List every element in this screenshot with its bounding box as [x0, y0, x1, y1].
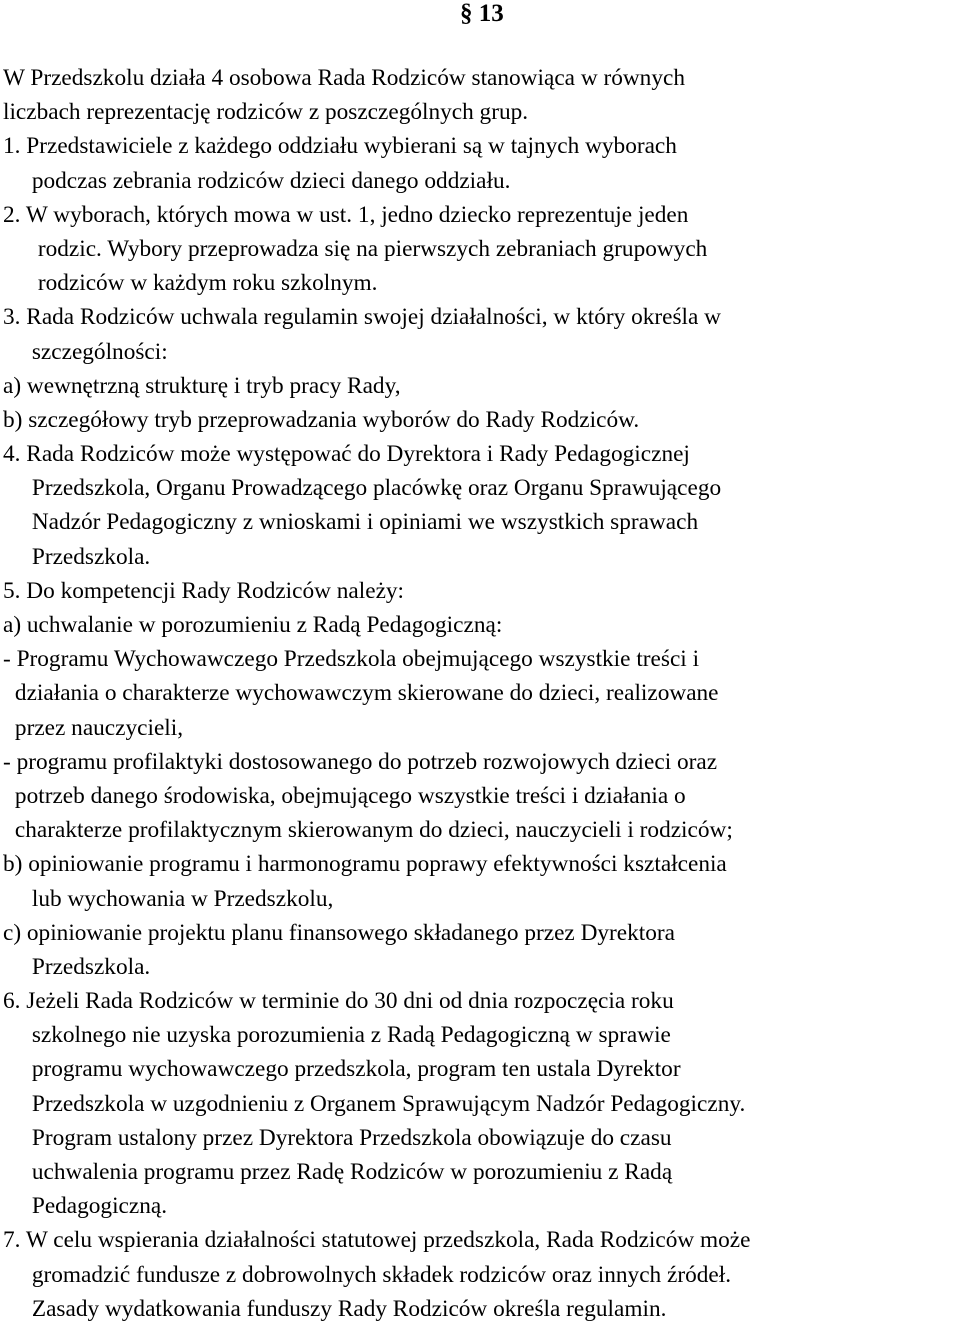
text-line: uchwalenia programu przez Radę Rodziców w porozumieniu z Radą	[31, 1159, 673, 1185]
text-line: Przedszkola, Organu Prowadzącego placówkę oraz Organu Sprawującego	[31, 475, 722, 502]
text-line: Pedagogiczną.	[31, 1193, 168, 1220]
text-line: charakterze profilaktycznym skierowanym do dzieci, nauczycieli i rodziców;	[14, 817, 733, 844]
text-line: programu wychowawczego przedszkola, program ten ustala Dyrektor	[31, 1056, 681, 1083]
text-line: 5. Do kompetencji Rady Rodziców należy:	[2, 577, 405, 604]
text-line: 4. Rada Rodziców może występować do Dyrektora i Rady Pedagogicznej	[2, 441, 690, 468]
text-line: - programu profilaktyki dostosowanego do potrzeb rozwojowych dzieci oraz	[2, 748, 718, 775]
text-line: Zasady wydatkowania funduszy Rady Rodziców określa regulamin.	[31, 1295, 667, 1322]
text-line: a) wewnętrzną strukturę i tryb pracy Rady,	[2, 372, 401, 399]
text-line: W Przedszkolu działa 4 osobowa Rada Rodziców stanowiąca w równych	[2, 65, 685, 91]
section-heading: § 13	[460, 0, 504, 27]
text-line: b) opiniowanie programu i harmonogramu poprawy efektywności kształcenia	[2, 851, 727, 878]
text-line: szkolnego nie uzyska porozumienia z Radą Pedagogiczną w sprawie	[31, 1022, 671, 1049]
text-line: przez nauczycieli,	[14, 714, 184, 741]
text-line: c) opiniowanie projektu planu finansowego składanego przez Dyrektora	[2, 919, 676, 946]
text-line: 2. W wyborach, których mowa w ust. 1, jedno dziecko reprezentuje jeden	[2, 201, 689, 228]
text-line: Nadzór Pedagogiczny z wnioskami i opiniami we wszystkich sprawach	[31, 509, 699, 536]
text-line: lub wychowania w Przedszkolu,	[31, 885, 334, 912]
text-line: działania o charakterze wychowawczym skierowane do dzieci, realizowane	[14, 680, 719, 707]
text-line: b) szczegółowy tryb przeprowadzania wyborów do Rady Rodziców.	[2, 406, 640, 433]
text-line: 3. Rada Rodziców uchwala regulamin swojej działalności, w który określa w	[2, 304, 721, 331]
text-line: a) uchwalanie w porozumieniu z Radą Pedagogiczną:	[2, 612, 503, 638]
text-line: 7. W celu wspierania działalności statutowej przedszkola, Rada Rodziców może	[2, 1227, 751, 1254]
document-body	[0, 61, 960, 1326]
text-line: Program ustalony przez Dyrektora Przedszkola obowiązuje do czasu	[31, 1124, 672, 1151]
text-line: rodzic. Wybory przeprowadza się na pierwszych zebraniach grupowych	[37, 235, 708, 262]
text-line: - Programu Wychowawczego Przedszkola obejmującego wszystkie treści i	[2, 646, 700, 673]
text-line: liczbach reprezentację rodziców z poszczególnych grup.	[2, 99, 529, 126]
text-line: Przedszkola.	[31, 953, 151, 980]
text-line: Przedszkola.	[31, 543, 151, 570]
text-line: szczególności:	[31, 338, 168, 365]
text-line: podczas zebrania rodziców dzieci danego oddziału.	[31, 167, 511, 194]
text-line: 1. Przedstawiciele z każdego oddziału wybierani są w tajnych wyborach	[2, 133, 677, 160]
text-line: rodziców w każdym roku szkolnym.	[37, 270, 378, 297]
text-line: gromadzić fundusze z dobrowolnych składek rodziców oraz innych źródeł.	[31, 1261, 732, 1288]
text-line: 6. Jeżeli Rada Rodziców w terminie do 30 dni od dnia rozpoczęcia roku	[2, 988, 674, 1015]
text-line: Przedszkola w uzgodnieniu z Organem Sprawującym Nadzór Pedagogiczny.	[31, 1090, 746, 1117]
text-line: potrzeb danego środowiska, obejmującego wszystkie treści i działania o	[14, 782, 686, 809]
